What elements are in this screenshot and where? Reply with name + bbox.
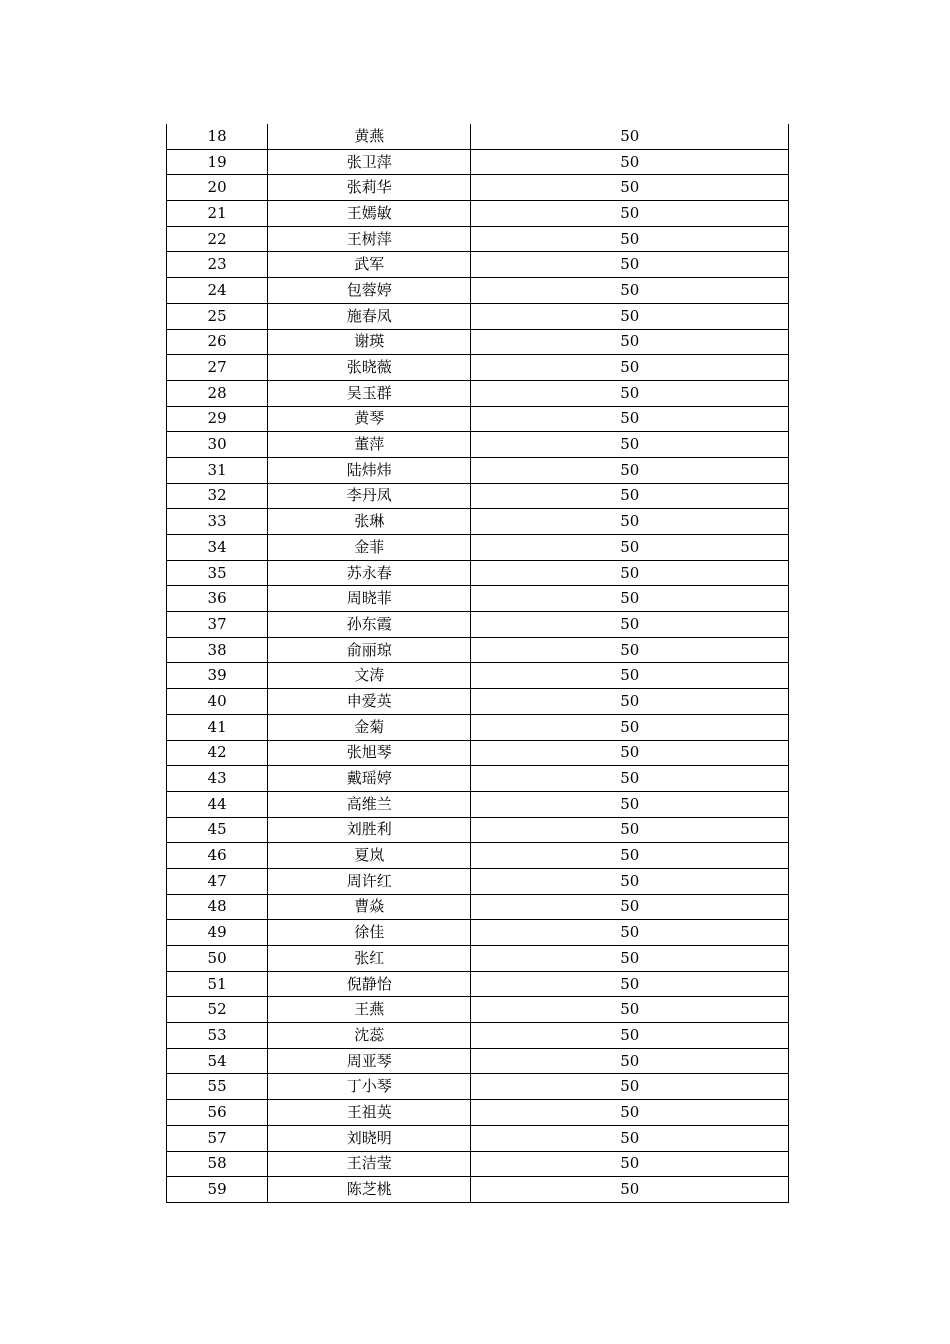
table-row bbox=[167, 689, 789, 715]
row-number-cell: 18 bbox=[167, 124, 268, 149]
row-number-cell: 46 bbox=[167, 843, 268, 869]
score-cell: 50 bbox=[471, 920, 789, 946]
row-number-cell: 57 bbox=[167, 1125, 268, 1151]
name-cell: 丁小琴 bbox=[268, 1074, 471, 1100]
table-row bbox=[167, 226, 789, 252]
table-row bbox=[167, 920, 789, 946]
table-row bbox=[167, 124, 789, 149]
score-cell: 50 bbox=[471, 457, 789, 483]
table-row bbox=[167, 612, 789, 638]
name-cell: 陈芝桃 bbox=[268, 1177, 471, 1203]
score-cell: 50 bbox=[471, 663, 789, 689]
name-cell: 武军 bbox=[268, 252, 471, 278]
row-number-cell: 44 bbox=[167, 791, 268, 817]
name-cell: 谢瑛 bbox=[268, 329, 471, 355]
row-number-cell: 27 bbox=[167, 355, 268, 381]
table-row bbox=[167, 175, 789, 201]
table-row bbox=[167, 791, 789, 817]
name-cell: 周亚琴 bbox=[268, 1048, 471, 1074]
score-cell: 50 bbox=[471, 612, 789, 638]
row-number-cell: 42 bbox=[167, 740, 268, 766]
table-row bbox=[167, 329, 789, 355]
table-row bbox=[167, 483, 789, 509]
score-cell: 50 bbox=[471, 791, 789, 817]
table-row bbox=[167, 1100, 789, 1126]
score-cell: 50 bbox=[471, 1151, 789, 1177]
row-number-cell: 56 bbox=[167, 1100, 268, 1126]
row-number-cell: 53 bbox=[167, 1023, 268, 1049]
name-cell: 沈蕊 bbox=[268, 1023, 471, 1049]
name-cell: 黄琴 bbox=[268, 406, 471, 432]
name-cell: 包蓉婷 bbox=[268, 278, 471, 304]
row-number-cell: 26 bbox=[167, 329, 268, 355]
name-cell: 董萍 bbox=[268, 432, 471, 458]
score-cell: 50 bbox=[471, 997, 789, 1023]
name-cell: 金菲 bbox=[268, 535, 471, 561]
score-cell: 50 bbox=[471, 586, 789, 612]
score-cell: 50 bbox=[471, 509, 789, 535]
row-number-cell: 25 bbox=[167, 303, 268, 329]
table-body bbox=[167, 124, 789, 1202]
table-row bbox=[167, 1074, 789, 1100]
score-cell: 50 bbox=[471, 406, 789, 432]
name-cell: 张莉华 bbox=[268, 175, 471, 201]
table-row bbox=[167, 201, 789, 227]
name-cell: 曹焱 bbox=[268, 894, 471, 920]
row-number-cell: 20 bbox=[167, 175, 268, 201]
row-number-cell: 52 bbox=[167, 997, 268, 1023]
row-number-cell: 39 bbox=[167, 663, 268, 689]
score-cell: 50 bbox=[471, 894, 789, 920]
row-number-cell: 30 bbox=[167, 432, 268, 458]
table-row bbox=[167, 740, 789, 766]
row-number-cell: 19 bbox=[167, 149, 268, 175]
score-cell: 50 bbox=[471, 380, 789, 406]
roster-table bbox=[166, 124, 789, 1203]
score-cell: 50 bbox=[471, 637, 789, 663]
table-row bbox=[167, 1151, 789, 1177]
table-row bbox=[167, 971, 789, 997]
score-cell: 50 bbox=[471, 1100, 789, 1126]
score-cell: 50 bbox=[471, 432, 789, 458]
name-cell: 刘晓明 bbox=[268, 1125, 471, 1151]
table-row bbox=[167, 637, 789, 663]
name-cell: 李丹凤 bbox=[268, 483, 471, 509]
table-row bbox=[167, 714, 789, 740]
name-cell: 金菊 bbox=[268, 714, 471, 740]
score-cell: 50 bbox=[471, 278, 789, 304]
row-number-cell: 48 bbox=[167, 894, 268, 920]
table-row bbox=[167, 946, 789, 972]
score-cell: 50 bbox=[471, 868, 789, 894]
table-row bbox=[167, 509, 789, 535]
name-cell: 俞丽琼 bbox=[268, 637, 471, 663]
table-row bbox=[167, 997, 789, 1023]
table-row bbox=[167, 868, 789, 894]
row-number-cell: 59 bbox=[167, 1177, 268, 1203]
name-cell: 张红 bbox=[268, 946, 471, 972]
row-number-cell: 47 bbox=[167, 868, 268, 894]
row-number-cell: 34 bbox=[167, 535, 268, 561]
score-cell: 50 bbox=[471, 766, 789, 792]
row-number-cell: 28 bbox=[167, 380, 268, 406]
name-cell: 吴玉群 bbox=[268, 380, 471, 406]
table-row bbox=[167, 560, 789, 586]
table-row bbox=[167, 457, 789, 483]
table-row bbox=[167, 303, 789, 329]
row-number-cell: 58 bbox=[167, 1151, 268, 1177]
score-cell: 50 bbox=[471, 817, 789, 843]
name-cell: 周许红 bbox=[268, 868, 471, 894]
table-row bbox=[167, 149, 789, 175]
score-cell: 50 bbox=[471, 946, 789, 972]
score-cell: 50 bbox=[471, 1048, 789, 1074]
name-cell: 徐佳 bbox=[268, 920, 471, 946]
table-row bbox=[167, 1125, 789, 1151]
row-number-cell: 37 bbox=[167, 612, 268, 638]
row-number-cell: 29 bbox=[167, 406, 268, 432]
table-row bbox=[167, 843, 789, 869]
score-cell: 50 bbox=[471, 689, 789, 715]
table-row bbox=[167, 355, 789, 381]
score-cell: 50 bbox=[471, 201, 789, 227]
row-number-cell: 23 bbox=[167, 252, 268, 278]
name-cell: 张旭琴 bbox=[268, 740, 471, 766]
name-cell: 王嫣敏 bbox=[268, 201, 471, 227]
table-row bbox=[167, 432, 789, 458]
table-row bbox=[167, 380, 789, 406]
score-cell: 50 bbox=[471, 560, 789, 586]
name-cell: 孙东霞 bbox=[268, 612, 471, 638]
score-cell: 50 bbox=[471, 226, 789, 252]
table-row bbox=[167, 894, 789, 920]
name-cell: 陆炜炜 bbox=[268, 457, 471, 483]
name-cell: 张卫萍 bbox=[268, 149, 471, 175]
row-number-cell: 43 bbox=[167, 766, 268, 792]
table-row bbox=[167, 663, 789, 689]
name-cell: 申爱英 bbox=[268, 689, 471, 715]
score-cell: 50 bbox=[471, 124, 789, 149]
row-number-cell: 31 bbox=[167, 457, 268, 483]
row-number-cell: 33 bbox=[167, 509, 268, 535]
score-cell: 50 bbox=[471, 535, 789, 561]
score-cell: 50 bbox=[471, 1177, 789, 1203]
row-number-cell: 35 bbox=[167, 560, 268, 586]
name-cell: 黄燕 bbox=[268, 124, 471, 149]
name-cell: 刘胜利 bbox=[268, 817, 471, 843]
row-number-cell: 55 bbox=[167, 1074, 268, 1100]
name-cell: 高维兰 bbox=[268, 791, 471, 817]
table-row bbox=[167, 1023, 789, 1049]
row-number-cell: 22 bbox=[167, 226, 268, 252]
name-cell: 王祖英 bbox=[268, 1100, 471, 1126]
table-row bbox=[167, 278, 789, 304]
row-number-cell: 54 bbox=[167, 1048, 268, 1074]
name-cell: 王树萍 bbox=[268, 226, 471, 252]
table-row bbox=[167, 535, 789, 561]
score-cell: 50 bbox=[471, 355, 789, 381]
score-cell: 50 bbox=[471, 149, 789, 175]
name-cell: 文涛 bbox=[268, 663, 471, 689]
score-cell: 50 bbox=[471, 714, 789, 740]
row-number-cell: 51 bbox=[167, 971, 268, 997]
row-number-cell: 49 bbox=[167, 920, 268, 946]
score-cell: 50 bbox=[471, 1125, 789, 1151]
name-cell: 张晓薇 bbox=[268, 355, 471, 381]
table-row bbox=[167, 1177, 789, 1203]
score-cell: 50 bbox=[471, 843, 789, 869]
name-cell: 王洁莹 bbox=[268, 1151, 471, 1177]
score-cell: 50 bbox=[471, 1023, 789, 1049]
name-cell: 戴瑶婷 bbox=[268, 766, 471, 792]
table-row bbox=[167, 406, 789, 432]
table-row bbox=[167, 1048, 789, 1074]
row-number-cell: 24 bbox=[167, 278, 268, 304]
name-cell: 周晓菲 bbox=[268, 586, 471, 612]
score-cell: 50 bbox=[471, 971, 789, 997]
name-cell: 倪静怡 bbox=[268, 971, 471, 997]
row-number-cell: 41 bbox=[167, 714, 268, 740]
row-number-cell: 38 bbox=[167, 637, 268, 663]
score-cell: 50 bbox=[471, 483, 789, 509]
row-number-cell: 40 bbox=[167, 689, 268, 715]
row-number-cell: 45 bbox=[167, 817, 268, 843]
score-cell: 50 bbox=[471, 303, 789, 329]
table-row bbox=[167, 252, 789, 278]
name-cell: 夏岚 bbox=[268, 843, 471, 869]
score-cell: 50 bbox=[471, 740, 789, 766]
row-number-cell: 21 bbox=[167, 201, 268, 227]
table-row bbox=[167, 586, 789, 612]
score-cell: 50 bbox=[471, 175, 789, 201]
name-cell: 施春凤 bbox=[268, 303, 471, 329]
row-number-cell: 36 bbox=[167, 586, 268, 612]
name-cell: 王燕 bbox=[268, 997, 471, 1023]
table-row bbox=[167, 817, 789, 843]
table-row bbox=[167, 766, 789, 792]
name-cell: 苏永春 bbox=[268, 560, 471, 586]
row-number-cell: 50 bbox=[167, 946, 268, 972]
name-cell: 张琳 bbox=[268, 509, 471, 535]
row-number-cell: 32 bbox=[167, 483, 268, 509]
score-cell: 50 bbox=[471, 329, 789, 355]
score-cell: 50 bbox=[471, 1074, 789, 1100]
score-cell: 50 bbox=[471, 252, 789, 278]
